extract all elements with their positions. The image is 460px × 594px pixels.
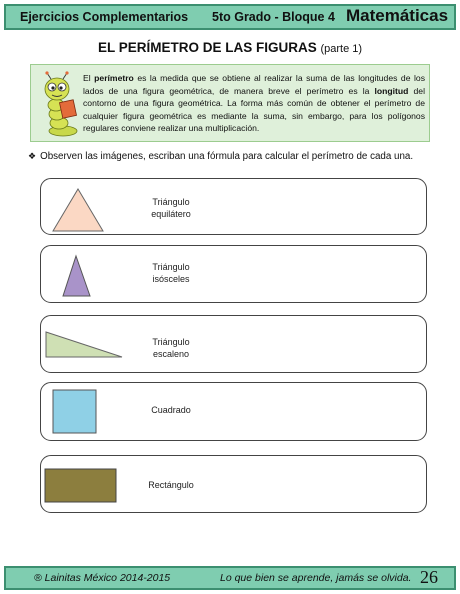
header-subject: Matemáticas — [346, 6, 449, 25]
worm-mascot-icon — [37, 71, 81, 137]
header-course: Ejercicios Complementarios — [20, 10, 189, 24]
equilateral-triangle-shape — [51, 187, 105, 233]
figure-label-line1: Triángulo — [152, 337, 190, 347]
figure-card-escaleno — [40, 315, 427, 373]
figure-card-equilatero — [40, 178, 427, 235]
figure-label — [121, 404, 221, 416]
square-shape — [52, 389, 98, 435]
figure-label-line2: equilátero — [151, 209, 191, 219]
title-sub: (parte 1) — [320, 43, 363, 55]
page-number: 26 — [420, 567, 438, 587]
figure-card-isosceles — [40, 245, 427, 303]
figure-label-line1: Cuadrado — [151, 405, 191, 415]
definition-text — [83, 72, 425, 135]
figure-label-line2: escaleno — [152, 349, 190, 359]
figure-label — [121, 336, 221, 360]
definition-text-part: del contorno de una figura geométrica. La forma más común de obtener el perímetro de cualquier figura geométrica es mediante la suma, sin embargo, para los polígonos regulares conviene realizar una multiplicación. — [83, 85, 425, 134]
footer-copyright: ® Lainitas México 2014-2015 — [34, 572, 171, 584]
figure-card-rectangulo — [40, 455, 427, 513]
footer-motto: Lo que bien se aprende, jamás se olvida. — [220, 572, 412, 584]
definition-text-part: El — [83, 73, 95, 83]
figure-label — [121, 479, 221, 491]
figure-label-line2: isósceles — [152, 274, 190, 284]
figure-label-line1: Triángulo — [152, 262, 190, 272]
figure-label-line1: Rectángulo — [148, 480, 194, 490]
page-header — [4, 4, 456, 30]
figure-label-line1: Triángulo — [152, 197, 190, 207]
instruction-text: Observen las imágenes, escriban una fórmula para calcular el perímetro de cada una. — [40, 151, 414, 162]
scalene-triangle-shape — [44, 330, 124, 360]
figure-label — [121, 261, 221, 285]
definition-keyword-longitud: longitud — [374, 85, 409, 96]
header-grade: 5to Grado - Bloque 4 — [212, 10, 335, 24]
title-main: EL PERÍMETRO DE LAS FIGURAS — [97, 40, 317, 55]
rectangle-shape — [44, 468, 118, 504]
figure-card-cuadrado — [40, 382, 427, 441]
definition-text-part: es la medida que se obtiene al realizar la suma de las longitudes de los lados de una figura geométrica, de manera breve el perímetro es la — [83, 73, 426, 96]
page-footer — [4, 566, 456, 590]
definition-box — [30, 64, 430, 142]
definition-keyword-perimetro: perímetro — [94, 73, 134, 83]
figure-label — [121, 196, 221, 220]
diamond-bullet-icon: ❖ — [28, 151, 37, 161]
page-title — [0, 40, 460, 55]
isosceles-triangle-shape — [61, 254, 93, 298]
instruction — [28, 151, 413, 162]
